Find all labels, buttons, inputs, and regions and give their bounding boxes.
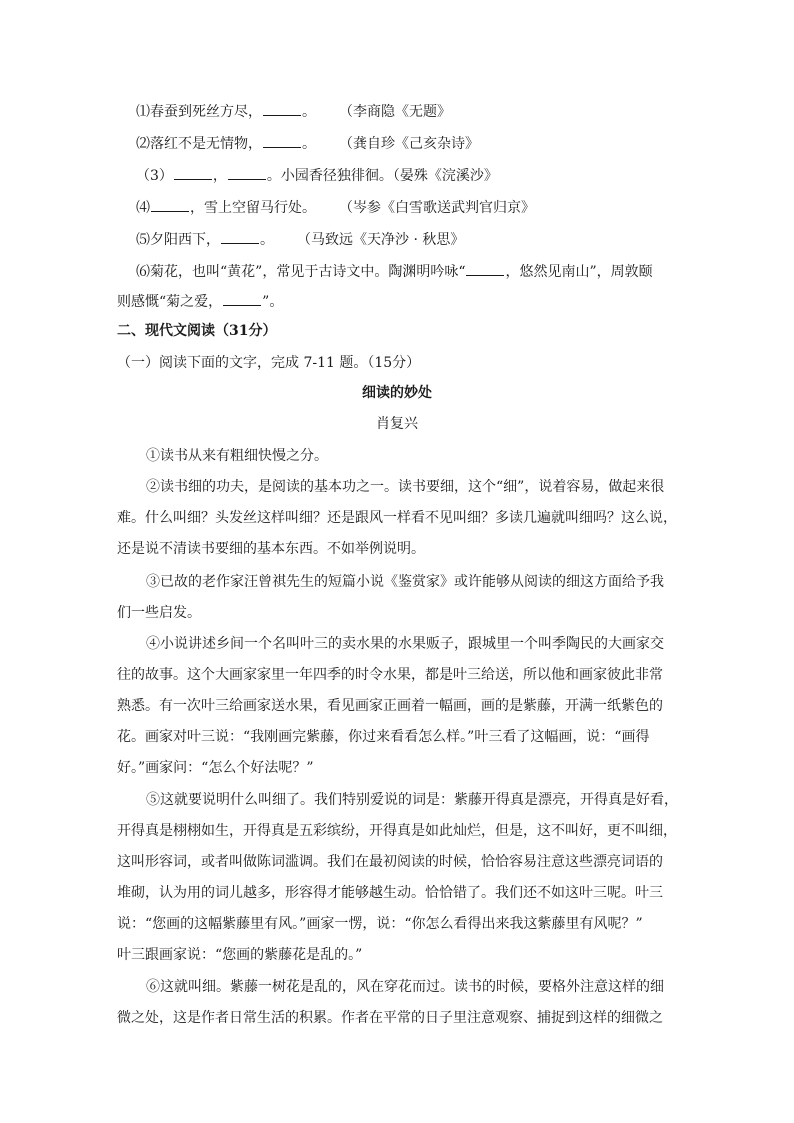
poem-source: （龚自珍《己亥杂诗》 — [346, 136, 479, 152]
answer-blank[interactable] — [466, 261, 504, 276]
paragraph-line: 叶三跟画家说：“您画的紫藤花是乱的。” — [117, 947, 363, 963]
poem-text: 。小园香径独徘徊。（晏殊《浣溪沙》 — [266, 168, 498, 184]
poem-item-2 — [136, 133, 479, 154]
section-heading: 二、现代文阅读（31分） — [117, 323, 277, 339]
poem-source: （岑参《白雪歌送武判官归京》 — [346, 200, 535, 216]
poem-item-6-line2 — [117, 291, 283, 312]
poem-text: （3） — [136, 168, 173, 184]
sub-heading: （一）阅读下面的文字，完成 7-11 题。（15分） — [117, 355, 421, 371]
paragraph-line: ②读书细的功夫，是阅读的基本功之一。读书要细，这个“细”，说着容易，做起来很 — [146, 479, 665, 495]
paragraph-line: ④小说讲述乡间一个名叫叶三的卖水果的水果贩子，跟城里一个叫季陶民的大画家交 — [146, 636, 664, 652]
paragraph-line: 还是说不清读书要细的基本东西。不如举例说明。 — [117, 541, 425, 557]
paragraph-line: 难。什么叫细？头发丝这样叫细？还是跟风一样看不见叫细？多读几遍就叫细吗？这么说， — [117, 510, 677, 526]
answer-blank[interactable] — [263, 133, 301, 148]
poem-item-4 — [136, 197, 535, 218]
poem-text: 则感慨“菊之爱， — [117, 294, 223, 310]
poem-item-6-line1 — [136, 261, 653, 282]
poem-text: ⑹菊花，也叫“黄花”，常见于古诗文中。陶渊明吟咏“ — [136, 264, 466, 280]
paragraph-line: ①读书从来有粗细快慢之分。 — [146, 448, 328, 464]
answer-blank[interactable] — [221, 229, 259, 244]
paragraph-line: 开得真是栩栩如生，开得真是五彩缤纷，开得真是如此灿烂，但是，这不叫好，更不叫细， — [117, 823, 677, 839]
poem-text: ⑷ — [136, 200, 150, 216]
paragraph-line: 这叫形容词，或者叫做陈词滥调。我们在最初阅读的时候，恰恰容易注意这些漂亮词语的 — [117, 854, 663, 870]
answer-blank[interactable] — [151, 197, 189, 212]
poem-text: 。 — [302, 136, 316, 152]
poem-item-1 — [136, 101, 451, 122]
poem-text: ”。 — [262, 294, 284, 310]
paragraph-line: 往的故事。这个大画家家里一年四季的时令水果，都是叶三给送，所以他和画家彼此非常 — [117, 667, 663, 683]
paragraph-line: 说：“您画的这幅紫藤里有风。”画家一愣，说：“你怎么看得出来我这紫藤里有风呢？” — [117, 916, 643, 932]
article-title: 细读的妙处 — [362, 385, 432, 401]
poem-text: ⑵落红不是无情物， — [136, 136, 262, 152]
paragraph-line: ③已故的老作家汪曾祺先生的短篇小说《鉴赏家》或许能够从阅读的细这方面给予我 — [146, 574, 664, 590]
answer-blank[interactable] — [174, 165, 212, 180]
poem-text: ，悠然见南山”，周敦颐 — [505, 264, 653, 280]
poem-text: ， — [212, 168, 227, 184]
poem-text: ⑴春蚕到死丝方尽， — [136, 104, 262, 120]
answer-blank[interactable] — [228, 165, 266, 180]
paragraph-line: ⑥这就叫细。紫藤一树花是乱的，风在穿花而过。读书的时候，要格外注意这样的细 — [146, 979, 664, 995]
answer-blank[interactable] — [263, 101, 301, 116]
poem-text: ⑸夕阳西下， — [136, 232, 220, 248]
paragraph-line: 花。画家对叶三说：“我刚画完紫藤，你过来看看怎么样。”叶三看了这幅画，说：“画得 — [117, 729, 650, 745]
poem-item-3 — [136, 165, 498, 186]
poem-source: （马致远《天净沙 · 秋思》 — [304, 232, 465, 248]
poem-text: 。 — [302, 104, 316, 120]
paragraph-line: 熟悉。有一次叶三给画家送水果，看见画家正画着一幅画，画的是紫藤，开满一纸紫色的 — [117, 698, 663, 714]
paragraph-line: 堆砌，认为用的词儿越多，形容得才能够越生动。恰恰错了。我们还不如这叶三呢。叶三 — [117, 885, 663, 901]
answer-blank[interactable] — [223, 291, 261, 306]
poem-text: 。 — [260, 232, 274, 248]
article-author: 肖复兴 — [376, 416, 418, 432]
paragraph-line: 好。”画家问：“怎么个好法呢？” — [117, 760, 314, 776]
paragraph-line: ⑤这就要说明什么叫细了。我们特别爱说的词是：紫藤开得真是漂亮，开得真是好看， — [146, 792, 678, 808]
poem-source: （李商隐《无题》 — [346, 104, 451, 120]
paragraph-line: 们一些启发。 — [117, 605, 201, 621]
paragraph-line: 微之处，这是作者日常生活的积累。作者在平常的日子里注意观察、捕捉到这样的细微之 — [117, 1010, 663, 1026]
poem-item-5 — [136, 229, 464, 250]
poem-text: ，雪上空留马行处。 — [190, 200, 316, 216]
